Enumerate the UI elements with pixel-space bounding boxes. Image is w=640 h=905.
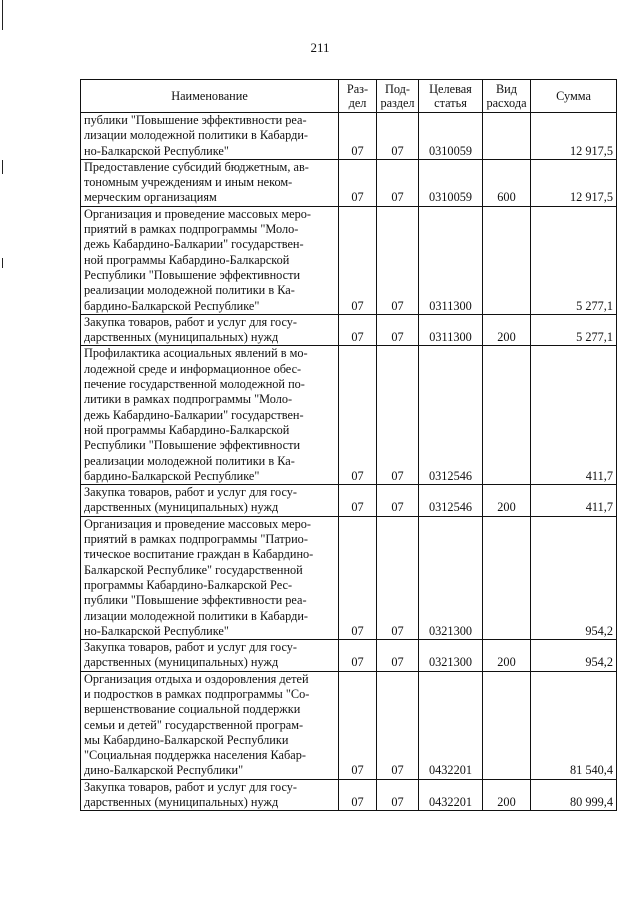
name-line: Балкарской Республике" государственной [84, 562, 303, 577]
table-row [81, 159, 617, 206]
cell-name [81, 516, 339, 639]
cell-subsection: 07 [377, 640, 419, 672]
cell-section: 07 [339, 485, 377, 517]
cell-amount: 954,2 [531, 640, 617, 672]
table-row [81, 346, 617, 485]
budget-table [80, 79, 617, 811]
cell-target: 0432201 [419, 779, 483, 811]
header-line: Целевая [429, 82, 472, 96]
cell-subsection: 07 [377, 159, 419, 206]
name-line: ной программы Кабардино-Балкарской [84, 252, 290, 267]
cell-amount: 5 277,1 [531, 206, 617, 314]
cell-expense-type: 200 [483, 314, 531, 346]
table-row [81, 485, 617, 517]
cell-subsection: 07 [377, 206, 419, 314]
name-line: печение государственной молодежной по- [84, 377, 305, 392]
name-line: но-Балкарской Республике" [84, 143, 229, 158]
table-body [81, 113, 617, 811]
cell-target: 0310059 [419, 159, 483, 206]
margin-mark [2, 0, 3, 30]
col-header-subsection [377, 80, 419, 113]
cell-subsection: 07 [377, 346, 419, 485]
name-line: Республики "Повышение эффективности [84, 267, 301, 282]
name-line: семьи и детей" государственной програм- [84, 717, 304, 732]
cell-expense-type: 600 [483, 159, 531, 206]
cell-name [81, 113, 339, 160]
table-row [81, 314, 617, 346]
cell-name [81, 346, 339, 485]
cell-name [81, 779, 339, 811]
cell-subsection: 07 [377, 516, 419, 639]
cell-name [81, 640, 339, 672]
cell-target: 0321300 [419, 640, 483, 672]
name-line: Предоставление субсидий бюджетным, ав- [84, 159, 309, 174]
cell-amount: 5 277,1 [531, 314, 617, 346]
header-line: Раз- [346, 82, 369, 96]
cell-section: 07 [339, 314, 377, 346]
name-line: дарственных (муниципальных) нужд [84, 795, 279, 810]
name-line: приятий в рамках подпрограммы "Патрио- [84, 532, 308, 547]
cell-subsection: 07 [377, 671, 419, 779]
name-line: Закупка товаров, работ и услуг для госу- [84, 779, 297, 794]
cell-section: 07 [339, 113, 377, 160]
col-header-name: Наименование [81, 80, 339, 113]
cell-expense-type: 200 [483, 485, 531, 517]
cell-amount: 12 917,5 [531, 159, 617, 206]
name-line: тономным учреждениям и иным неком- [84, 175, 293, 190]
header-line: раздел [380, 96, 415, 110]
name-line: приятий в рамках подпрограммы "Моло- [84, 222, 299, 237]
name-line: дино-Балкарской Республики" [84, 763, 244, 778]
name-line: бардино-Балкарской Республике" [84, 298, 260, 313]
name-line: программы Кабардино-Балкарской Рес- [84, 577, 293, 592]
cell-target: 0321300 [419, 516, 483, 639]
table-row [81, 779, 617, 811]
header-row [81, 80, 617, 113]
name-line: Организация и проведение массовых меро- [84, 206, 312, 221]
page-number: 211 [310, 40, 330, 55]
name-line: тическое воспитание граждан в Кабардино- [84, 547, 314, 562]
cell-expense-type: 200 [483, 779, 531, 811]
name-line: Организация и проведение массовых меро- [84, 516, 312, 531]
cell-expense-type: 200 [483, 640, 531, 672]
margin-mark [2, 160, 3, 174]
cell-section: 07 [339, 640, 377, 672]
name-line: лизации молодежной политики в Кабарди- [84, 608, 309, 623]
cell-name [81, 671, 339, 779]
name-line: лизации молодежной политики в Кабарди- [84, 128, 309, 143]
col-header-section [339, 80, 377, 113]
name-line: реализации молодежной политики в Ка- [84, 283, 295, 298]
cell-subsection: 07 [377, 113, 419, 160]
cell-target: 0312546 [419, 346, 483, 485]
cell-section: 07 [339, 779, 377, 811]
cell-amount: 411,7 [531, 485, 617, 517]
header-line: дел [348, 96, 367, 110]
cell-section: 07 [339, 346, 377, 485]
cell-subsection: 07 [377, 485, 419, 517]
cell-section: 07 [339, 516, 377, 639]
cell-name [81, 314, 339, 346]
cell-name [81, 159, 339, 206]
name-line: публики "Повышение эффективности реа- [84, 593, 307, 608]
name-line: дежь Кабардино-Балкарии" государствен- [84, 237, 304, 252]
cell-section: 07 [339, 206, 377, 314]
table-row [81, 516, 617, 639]
cell-subsection: 07 [377, 779, 419, 811]
name-line: Закупка товаров, работ и услуг для госу- [84, 485, 297, 500]
name-line: публики "Повышение эффективности реа- [84, 113, 307, 127]
cell-name [81, 206, 339, 314]
name-line: Профилактика асоциальных явлений в мо- [84, 346, 308, 361]
name-line: ной программы Кабардино-Балкарской [84, 422, 290, 437]
header-line: Под- [384, 82, 411, 96]
cell-amount: 80 999,4 [531, 779, 617, 811]
cell-amount: 954,2 [531, 516, 617, 639]
cell-expense-type [483, 346, 531, 485]
cell-expense-type [483, 671, 531, 779]
cell-expense-type [483, 206, 531, 314]
header-line: статья [434, 96, 467, 110]
name-line: Организация отдыха и оздоровления детей [84, 671, 309, 686]
margin-mark [2, 258, 3, 268]
cell-amount: 12 917,5 [531, 113, 617, 160]
name-line: реализации молодежной политики в Ка- [84, 453, 295, 468]
cell-expense-type [483, 113, 531, 160]
table-row [81, 640, 617, 672]
cell-target: 0310059 [419, 113, 483, 160]
name-line: Республики "Повышение эффективности [84, 438, 301, 453]
name-line: литики в рамках подпрограммы "Моло- [84, 392, 293, 407]
cell-expense-type [483, 516, 531, 639]
name-line: вершенствование социальной поддержки [84, 702, 301, 717]
name-line: дежь Кабардино-Балкарии" государствен- [84, 407, 304, 422]
cell-section: 07 [339, 159, 377, 206]
col-header-expense-type [483, 80, 531, 113]
col-header-target [419, 80, 483, 113]
name-line: Закупка товаров, работ и услуг для госу- [84, 314, 297, 329]
header-line: Вид [495, 82, 518, 96]
table-row [81, 671, 617, 779]
name-line: и подростков в рамках подпрограммы "Со- [84, 686, 310, 701]
name-line: "Социальная поддержка населения Кабар- [84, 748, 306, 763]
name-line: но-Балкарской Республике" [84, 623, 229, 638]
cell-target: 0311300 [419, 314, 483, 346]
cell-section: 07 [339, 671, 377, 779]
cell-target: 0432201 [419, 671, 483, 779]
cell-amount: 411,7 [531, 346, 617, 485]
name-line: дарственных (муниципальных) нужд [84, 330, 279, 345]
col-header-amount: Сумма [531, 80, 617, 113]
name-line: Закупка товаров, работ и услуг для госу- [84, 640, 297, 655]
cell-target: 0311300 [419, 206, 483, 314]
cell-target: 0312546 [419, 485, 483, 517]
name-line: лодежной среде и информационное обес- [84, 361, 302, 376]
table-row [81, 206, 617, 314]
header-line: расхода [486, 96, 527, 110]
name-line: мы Кабардино-Балкарской Республики [84, 732, 289, 747]
name-line: мерческим организациям [84, 190, 217, 205]
name-line: дарственных (муниципальных) нужд [84, 655, 279, 670]
cell-name [81, 485, 339, 517]
table-row [81, 113, 617, 160]
cell-subsection: 07 [377, 314, 419, 346]
name-line: бардино-Балкарской Республике" [84, 468, 260, 483]
name-line: дарственных (муниципальных) нужд [84, 500, 279, 515]
cell-amount: 81 540,4 [531, 671, 617, 779]
